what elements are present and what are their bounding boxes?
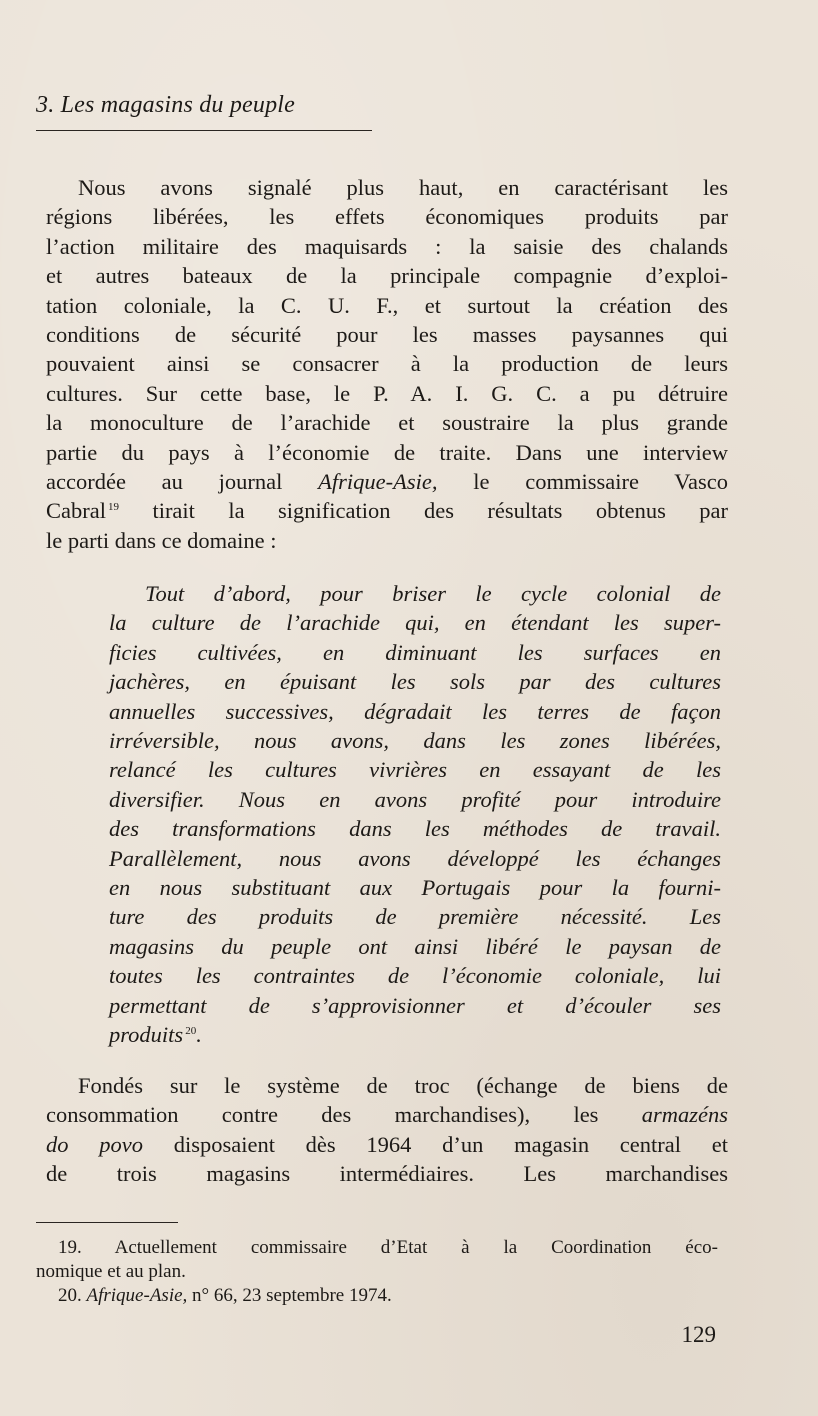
quote-line: diversifier. Nous en avons profité pour introduire [109, 786, 721, 812]
text-segment: n° 66, 23 septembre 1974. [192, 1285, 392, 1306]
quote-line: ficies cultivées, en diminuant les surfaces en [109, 639, 721, 665]
quote-line [109, 1020, 721, 1049]
text-segment: consommation contre des marchandises), les [46, 1102, 599, 1128]
quote-line: annuelles successives, dégradait les terres de façon [109, 698, 721, 724]
text-line: et autres bateaux de la principale compagnie d’exploi- [46, 263, 728, 289]
footnote-19-continued: nomique et au plan. [36, 1261, 186, 1282]
text-line: régions libérées, les effets économiques produits par [46, 204, 728, 230]
text-segment: Cabral [46, 498, 106, 524]
quote-line: la culture de l’arachide qui, en étendant les super- [109, 610, 721, 636]
emphasis-text: armazéns [641, 1102, 728, 1128]
text-line: Fondés sur le système de troc (échange de biens de [78, 1073, 728, 1098]
text-line: l’action militaire des maquisards : la saisie des chalands [46, 233, 728, 259]
text-segment: tirait la signification des résultats obtenus par [152, 498, 729, 524]
footnotes [36, 1236, 718, 1308]
text-segment: accordée au journal [46, 469, 283, 495]
quote-line: toutes les contraintes de l’économie coloniale, lui [109, 963, 721, 989]
text-line: de trois magasins intermédiaires. Les marchandises [46, 1161, 728, 1187]
text-line: la monoculture de l’arachide et soustraire la plus grande [46, 410, 728, 436]
footnote-reference-19: 19 [107, 501, 119, 514]
text-segment: . [196, 1022, 202, 1048]
text-line: partie du pays à l’économie de traite. Dans une interview [46, 439, 728, 465]
text-segment: produits [109, 1022, 184, 1048]
text-line: pouvaient ainsi se consacrer à la production de leurs [46, 351, 728, 377]
footnote-reference-20: 20 [185, 1025, 197, 1038]
quote-line: jachères, en épuisant les sols par des cultures [109, 669, 721, 695]
quote-line: ture des produits de première nécessité. Les [109, 904, 721, 930]
footnote-19: 19. Actuellement commissaire d’Etat à la Coordination éco- [58, 1237, 718, 1258]
text-segment: 20. [58, 1285, 82, 1306]
text-line: cultures. Sur cette base, le P. A. I. G. C. a pu détruire [46, 380, 728, 406]
text-line [46, 467, 728, 496]
block-quote [109, 579, 721, 1050]
footnote-separator [36, 1222, 178, 1223]
text-line [46, 1100, 728, 1129]
footnote-20 [36, 1284, 718, 1308]
paragraph-intro [46, 173, 728, 555]
paragraph-armazens [46, 1071, 728, 1189]
emphasis-text: do povo [46, 1131, 143, 1157]
text-line: le parti dans ce domaine : [46, 527, 277, 553]
text-line [46, 496, 728, 525]
quote-line: en nous substituant aux Portugais pour la fourni- [109, 875, 721, 901]
quote-line: relancé les cultures vivrières en essayant de les [109, 757, 721, 783]
quote-line: Tout d’abord, pour briser le cycle colonial de [145, 581, 721, 606]
quote-line: Parallèlement, nous avons développé les échanges [109, 845, 721, 871]
text-segment: le commissaire Vasco [473, 469, 728, 495]
quote-line: permettant de s’approvisionner et d’écouler ses [109, 992, 721, 1018]
quote-line: magasins du peuple ont ainsi libéré le paysan de [109, 933, 721, 959]
text-line: Nous avons signalé plus haut, en caractérisant les [78, 175, 728, 200]
quote-line: des transformations dans les méthodes de travail. [109, 816, 721, 842]
text-line: tation coloniale, la C. U. F., et surtout la création des [46, 292, 728, 318]
section-title-underline [36, 130, 372, 131]
page-number: 129 [681, 1322, 716, 1347]
quote-line: irréversible, nous avons, dans les zones libérées, [109, 728, 721, 754]
text-segment: disposaient dès 1964 d’un magasin central et [173, 1131, 728, 1157]
journal-title: Afrique-Asie, [86, 1285, 188, 1306]
text-line: conditions de sécurité pour les masses paysannes qui [46, 322, 728, 348]
text-line [46, 1130, 728, 1159]
journal-title: Afrique-Asie, [318, 469, 438, 495]
section-title: 3. Les magasins du peuple [36, 92, 295, 118]
